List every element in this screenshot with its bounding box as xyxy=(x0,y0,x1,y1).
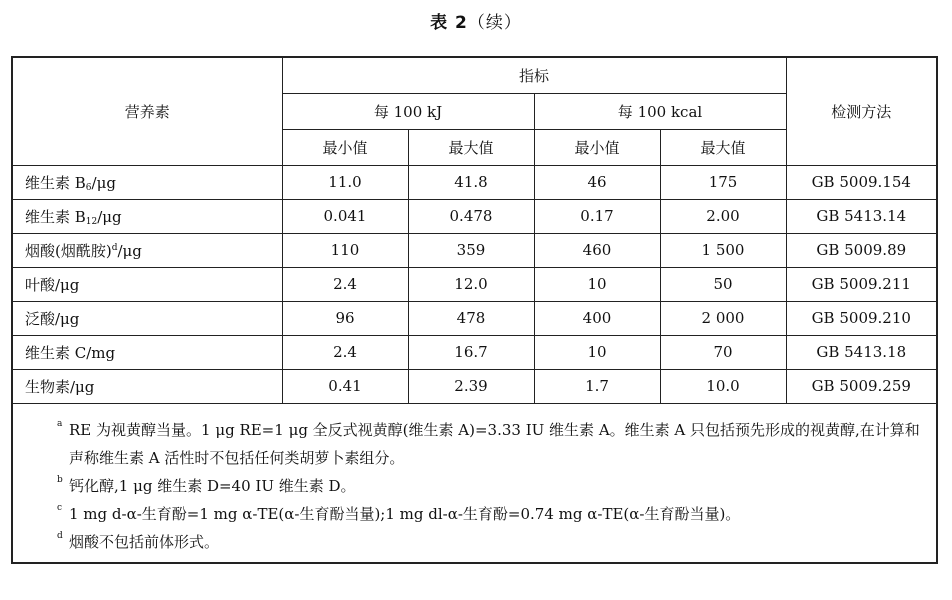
header-per-100kj: 每 100 kJ xyxy=(282,93,534,129)
kj-max-value: 478 xyxy=(408,301,534,335)
table-caption-title: 表 2 xyxy=(430,13,468,33)
header-kcal-min: 最小值 xyxy=(534,129,660,165)
kcal-min-value: 10 xyxy=(534,267,660,301)
footnote xyxy=(27,472,922,500)
header-per-100kcal: 每 100 kcal xyxy=(534,93,786,129)
kj-min-value: 0.041 xyxy=(282,199,408,233)
method-value: GB 5009.211 xyxy=(786,267,937,301)
footnotes-row xyxy=(12,403,937,563)
kcal-max-value: 10.0 xyxy=(660,369,786,403)
kcal-max-value: 50 xyxy=(660,267,786,301)
footnote xyxy=(27,528,922,556)
footnote-mark: d xyxy=(57,530,63,541)
nutrient-name: 维生素 $B_6/\mu g$ xyxy=(12,165,282,199)
footnote-text: 烟酸不包括前体形式。 xyxy=(69,532,220,551)
kj-max-value: 12.0 xyxy=(408,267,534,301)
kcal-max-value: 1 500 xyxy=(660,233,786,267)
footnotes xyxy=(12,403,937,563)
kj-max-value: 16.7 xyxy=(408,335,534,369)
nutrient-name: 维生素 $B_{12}/\mu g$ xyxy=(12,199,282,233)
method-value: GB 5009.259 xyxy=(786,369,937,403)
table-row xyxy=(12,165,937,199)
kj-min-value: 110 xyxy=(282,233,408,267)
table-caption xyxy=(0,8,952,33)
kcal-max-value: 70 xyxy=(660,335,786,369)
kcal-max-value: 175 xyxy=(660,165,786,199)
kcal-min-value: 400 xyxy=(534,301,660,335)
kj-max-value: 359 xyxy=(408,233,534,267)
nutrient-name: 泛酸/μg xyxy=(12,301,282,335)
footnote-mark: a xyxy=(57,418,63,429)
footnote xyxy=(27,416,922,472)
kcal-min-value: 460 xyxy=(534,233,660,267)
method-value: GB 5413.14 xyxy=(786,199,937,233)
header-kj-max: 最大值 xyxy=(408,129,534,165)
nutrient-name: 叶酸/μg xyxy=(12,267,282,301)
header-indicator: 指标 xyxy=(282,57,786,93)
footnote xyxy=(27,500,922,528)
table-row xyxy=(12,369,937,403)
method-value: GB 5009.89 xyxy=(786,233,937,267)
kj-min-value: 96 xyxy=(282,301,408,335)
footnote-text: RE 为视黄醇当量。1 μg RE=1 μg 全反式视黄醇(维生素 A)=3.33 IU 维生素 A。维生素 A 只包括预先形成的视黄醇,在计算和声称维生素 A 活性时不包括任何类胡萝卜素组分。 xyxy=(69,420,920,467)
kj-min-value: 2.4 xyxy=(282,267,408,301)
nutrient-name: 烟酸(烟酰胺)$^d$/μg xyxy=(12,233,282,267)
kcal-min-value: 46 xyxy=(534,165,660,199)
header-method: 检测方法 xyxy=(786,57,937,165)
kcal-min-value: 0.17 xyxy=(534,199,660,233)
method-value: GB 5009.210 xyxy=(786,301,937,335)
kj-min-value: 2.4 xyxy=(282,335,408,369)
kj-max-value: 41.8 xyxy=(408,165,534,199)
kj-min-value: 0.41 xyxy=(282,369,408,403)
table-caption-suffix: （续） xyxy=(467,13,522,33)
footnote-mark: c xyxy=(57,502,63,513)
kj-min-value: 11.0 xyxy=(282,165,408,199)
footnote-text: 钙化醇,1 μg 维生素 D=40 IU 维生素 D。 xyxy=(69,476,356,495)
kcal-max-value: 2.00 xyxy=(660,199,786,233)
table-row xyxy=(12,267,937,301)
kcal-min-value: 1.7 xyxy=(534,369,660,403)
kcal-max-value: 2 000 xyxy=(660,301,786,335)
kcal-min-value: 10 xyxy=(534,335,660,369)
footnote-text: 1 mg d-α-生育酚=1 mg α-TE(α-生育酚当量);1 mg dl-α-生育酚=0.74 mg α-TE(α-生育酚当量)。 xyxy=(69,504,741,523)
method-value: GB 5009.154 xyxy=(786,165,937,199)
kj-max-value: 2.39 xyxy=(408,369,534,403)
header-nutrient: 营养素 xyxy=(12,57,282,165)
table-row xyxy=(12,199,937,233)
nutrient-table xyxy=(11,56,938,564)
method-value: GB 5413.18 xyxy=(786,335,937,369)
footnote-mark: b xyxy=(57,474,63,485)
table-row xyxy=(12,301,937,335)
kj-max-value: 0.478 xyxy=(408,199,534,233)
header-kj-min: 最小值 xyxy=(282,129,408,165)
table-row xyxy=(12,233,937,267)
nutrient-name: 维生素 C/mg xyxy=(12,335,282,369)
header-kcal-max: 最大值 xyxy=(660,129,786,165)
table-row xyxy=(12,335,937,369)
nutrient-name: 生物素/μg xyxy=(12,369,282,403)
